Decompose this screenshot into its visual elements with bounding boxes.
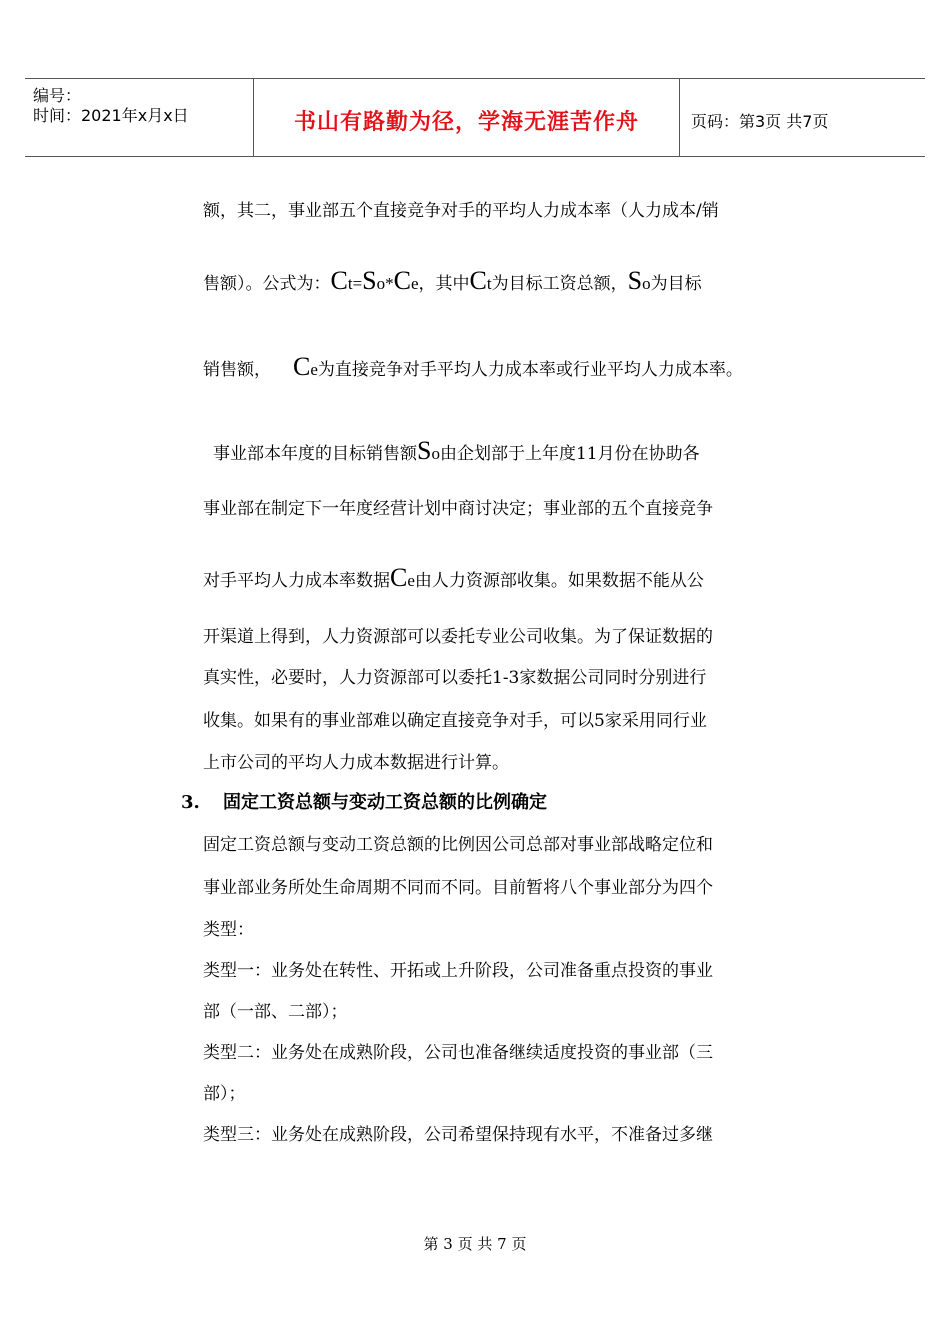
section-title: 固定工资总额与变动工资总额的比例确定 (223, 792, 547, 813)
header-motto: 书山有路勤为径，学海无涯苦作舟 (293, 110, 639, 135)
text-line: 类型三：业务处在成熟阶段，公司希望保持现有水平，不准备过多继 (203, 1125, 713, 1145)
symbol-sub: o (376, 274, 386, 293)
text-line: 部（一部、二部）； (203, 1002, 348, 1022)
text-line: 开渠道上得到，人力资源部可以委托专业公司收集。为了保证数据的 (203, 627, 713, 647)
symbol-sub: o (642, 274, 651, 293)
formula-operator: * (385, 274, 394, 293)
text-span: 对手平均人力成本率数据 (203, 571, 390, 591)
text-line: 额，其二，事业部五个直接竞争对手的平均人力成本率（人力成本/销 (203, 201, 719, 221)
text-line: 收集。如果有的事业部难以确定直接竞争对手，可以5家采用同行业 (203, 711, 707, 731)
text-line: 类型二：业务处在成熟阶段，公司也准备继续适度投资的事业部（三 (203, 1043, 713, 1063)
text-line: 部）； (203, 1084, 246, 1104)
text-line (203, 352, 743, 382)
doc-time-label: 时间：2021年x月x日 (33, 106, 189, 125)
text-span: 由人力资源部收集。如果数据不能从公 (414, 571, 704, 591)
text-span: 销售额， (203, 360, 271, 380)
section-heading (181, 788, 547, 814)
symbol-c: C (390, 563, 408, 592)
symbol-sub: e (410, 274, 419, 293)
page-header (25, 78, 925, 157)
text-span: 售额）。公式为： (203, 274, 331, 294)
formula-line (203, 266, 702, 296)
text-line: 真实性，必要时，人力资源部可以委托1-3家数据公司同时分别进行 (203, 668, 707, 688)
symbol-sub: o (431, 444, 440, 463)
symbol-c: C (293, 352, 311, 381)
text-line: 事业部在制定下一年度经营计划中商讨决定；事业部的五个直接竞争 (203, 499, 713, 519)
header-motto-cell (253, 79, 680, 156)
text-line: 固定工资总额与变动工资总额的比例因公司总部对事业部战略定位和 (203, 835, 713, 855)
text-line (213, 436, 700, 466)
text-line: 上市公司的平均人力成本数据进行计算。 (203, 753, 509, 773)
symbol-sub: e (407, 571, 415, 590)
text-line: 类型： (203, 920, 254, 940)
text-line: 事业部业务所处生命周期不同而不同。目前暂将八个事业部分为四个 (203, 878, 713, 898)
symbol-sub: t (486, 274, 492, 293)
text-span: 为目标 (650, 274, 702, 294)
symbol-sub: e (310, 360, 318, 379)
symbol-s: S (627, 266, 643, 295)
header-page-cell (679, 79, 925, 156)
section-number: 3. (181, 792, 200, 813)
doc-number-label: 编号： (33, 86, 82, 105)
symbol-c: C (469, 266, 487, 295)
text-line (203, 563, 704, 593)
page-footer: 第 3 页 共 7 页 (423, 1235, 527, 1253)
symbol-s: S (362, 266, 377, 295)
symbol-c: C (330, 266, 348, 295)
symbol-s: S (417, 436, 432, 465)
text-span: 为直接竞争对手平均人力成本率或行业平均人力成本率。 (317, 360, 743, 380)
header-page-info: 页码：第3页 共7页 (691, 112, 829, 131)
symbol-sub: t (347, 274, 353, 293)
text-span: 为目标工资总额， (491, 274, 628, 294)
formula-operator: = (352, 274, 363, 293)
symbol-c: C (393, 266, 411, 295)
header-meta (25, 79, 253, 156)
text-span: 事业部本年度的目标销售额 (213, 444, 417, 464)
text-span: ，其中 (418, 274, 470, 294)
text-line: 类型一：业务处在转性、开拓或上升阶段，公司准备重点投资的事业 (203, 961, 713, 981)
text-span: 由企划部于上年度11月份在协助各 (439, 444, 700, 464)
